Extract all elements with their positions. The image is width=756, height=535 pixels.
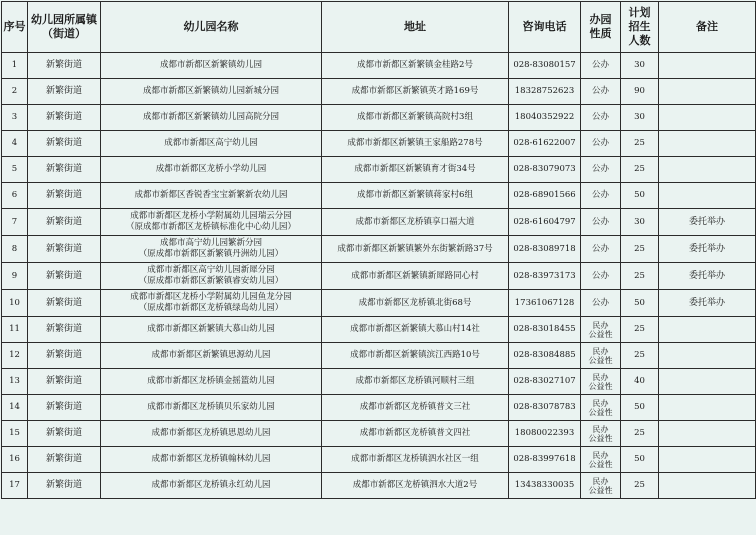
nature-subtype: 公益性 xyxy=(588,329,613,339)
cell-address: 成都市新都区新繁镇蒋家村6组 xyxy=(322,183,509,209)
nature-type: 公办 xyxy=(591,138,609,148)
cell-address: 成都市新都区新繁镇新犀路同心村 xyxy=(322,263,509,290)
cell-phone: 18080022393 xyxy=(509,421,581,447)
cell-plan: 25 xyxy=(621,421,659,447)
cell-address: 成都市新都区龙桥镇泗水大道2号 xyxy=(322,473,509,499)
cell-phone: 028-83084885 xyxy=(509,343,581,369)
nature-type: 民办 xyxy=(592,372,609,382)
cell-town: 新繁街道 xyxy=(28,79,101,105)
cell-note: 委托举办 xyxy=(659,209,756,236)
cell-nature xyxy=(581,395,621,421)
cell-address: 成都市新都区新繁镇王家船路278号 xyxy=(322,131,509,157)
cell-name xyxy=(101,290,322,317)
nature-type: 公办 xyxy=(591,190,609,200)
cell-note xyxy=(659,157,756,183)
cell-plan: 50 xyxy=(621,290,659,317)
cell-address: 成都市新都区新繁镇英才路169号 xyxy=(322,79,509,105)
kindergarten-name: 成都市新都区龙桥镇贝乐家幼儿园 xyxy=(147,402,275,412)
kindergarten-name: 成都市新都区高宁幼儿园新犀分园 xyxy=(147,265,275,275)
table-row xyxy=(2,157,756,183)
nature-type: 民办 xyxy=(592,450,609,460)
header-nature: 办园性质 xyxy=(581,2,621,53)
kindergarten-name: 成都市新都区龙桥小学附属幼儿园鱼龙分园 xyxy=(130,292,292,302)
cell-town: 新繁街道 xyxy=(28,395,101,421)
table-row xyxy=(2,105,756,131)
header-note: 备注 xyxy=(659,2,756,53)
kindergarten-name: 成都市新都区新繁镇幼儿园高院分园 xyxy=(142,112,279,122)
cell-plan: 30 xyxy=(621,53,659,79)
cell-address: 成都市新都区龙桥镇泗水社区一组 xyxy=(322,447,509,473)
cell-address: 成都市新都区新繁镇金桂路2号 xyxy=(322,53,509,79)
cell-note xyxy=(659,369,756,395)
kindergarten-name: 成都市新都区龙桥镇永红幼儿园 xyxy=(151,480,271,490)
cell-phone: 028-61622007 xyxy=(509,131,581,157)
nature-type: 民办 xyxy=(592,346,609,356)
table-row xyxy=(2,447,756,473)
cell-nature xyxy=(581,236,621,263)
cell-town: 新繁街道 xyxy=(28,157,101,183)
cell-no: 13 xyxy=(2,369,28,395)
cell-no: 4 xyxy=(2,131,28,157)
cell-name xyxy=(101,395,322,421)
cell-name xyxy=(101,209,322,236)
cell-phone: 18040352922 xyxy=(509,105,581,131)
nature-subtype: 公益性 xyxy=(588,459,613,469)
table-row xyxy=(2,53,756,79)
table-row xyxy=(2,263,756,290)
cell-no: 8 xyxy=(2,236,28,263)
table-row xyxy=(2,131,756,157)
header-phone: 咨询电话 xyxy=(509,2,581,53)
cell-name xyxy=(101,421,322,447)
table-row xyxy=(2,395,756,421)
cell-note xyxy=(659,79,756,105)
cell-name xyxy=(101,263,322,290)
cell-phone: 13438330035 xyxy=(509,473,581,499)
cell-plan: 30 xyxy=(621,105,659,131)
cell-no: 9 xyxy=(2,263,28,290)
cell-nature xyxy=(581,290,621,317)
cell-town: 新繁街道 xyxy=(28,105,101,131)
nature-type: 民办 xyxy=(592,476,609,486)
cell-nature xyxy=(581,473,621,499)
cell-note xyxy=(659,131,756,157)
table-row xyxy=(2,183,756,209)
nature-type: 公办 xyxy=(591,112,609,122)
cell-address: 成都市新都区龙桥镇享口福大道 xyxy=(322,209,509,236)
cell-phone: 17361067128 xyxy=(509,290,581,317)
nature-subtype: 公益性 xyxy=(588,381,613,391)
cell-note: 委托举办 xyxy=(659,263,756,290)
cell-name xyxy=(101,79,322,105)
cell-nature xyxy=(581,79,621,105)
cell-no: 14 xyxy=(2,395,28,421)
cell-address: 成都市新都区新繁镇滨江西路10号 xyxy=(322,343,509,369)
kindergarten-table xyxy=(1,1,756,499)
cell-nature xyxy=(581,183,621,209)
cell-phone: 028-68901566 xyxy=(509,183,581,209)
kindergarten-name: 成都市新都区香锐香宝宝新繁新农幼儿园 xyxy=(134,190,288,200)
header-no: 序号 xyxy=(2,2,28,53)
cell-nature xyxy=(581,157,621,183)
cell-town: 新繁街道 xyxy=(28,131,101,157)
cell-no: 17 xyxy=(2,473,28,499)
cell-name xyxy=(101,53,322,79)
nature-type: 公办 xyxy=(591,297,609,308)
cell-note xyxy=(659,317,756,343)
nature-type: 公办 xyxy=(591,270,609,281)
kindergarten-name: 成都市新都区新繁镇幼儿园 xyxy=(159,60,262,70)
cell-address: 成都市新都区龙桥镇普文四社 xyxy=(322,421,509,447)
cell-name xyxy=(101,447,322,473)
cell-nature xyxy=(581,131,621,157)
cell-phone: 028-83079073 xyxy=(509,157,581,183)
cell-note xyxy=(659,473,756,499)
cell-no: 15 xyxy=(2,421,28,447)
cell-address: 成都市新都区新繁镇高院村3组 xyxy=(322,105,509,131)
cell-town: 新繁街道 xyxy=(28,290,101,317)
cell-phone: 028-83018455 xyxy=(509,317,581,343)
former-name: （原成都市新都区新繁镇丹洲幼儿园） xyxy=(138,249,284,259)
cell-name xyxy=(101,343,322,369)
cell-no: 12 xyxy=(2,343,28,369)
header-row xyxy=(2,2,756,53)
nature-type: 公办 xyxy=(591,164,609,174)
cell-town: 新繁街道 xyxy=(28,209,101,236)
cell-no: 3 xyxy=(2,105,28,131)
cell-phone: 028-83078783 xyxy=(509,395,581,421)
kindergarten-name: 成都市新都区龙桥镇思恩幼儿园 xyxy=(151,428,271,438)
cell-phone: 028-83973173 xyxy=(509,263,581,290)
cell-address: 成都市新都区新繁镇大慕山村14社 xyxy=(322,317,509,343)
cell-town: 新繁街道 xyxy=(28,369,101,395)
cell-address: 成都市新都区龙桥镇北街68号 xyxy=(322,290,509,317)
cell-phone: 028-83080157 xyxy=(509,53,581,79)
cell-plan: 90 xyxy=(621,79,659,105)
former-name: （原成都市新都区龙桥镇绿岛幼儿园） xyxy=(138,303,284,313)
cell-town: 新繁街道 xyxy=(28,236,101,263)
header-plan: 计划招生人数 xyxy=(621,2,659,53)
cell-phone: 028-83089718 xyxy=(509,236,581,263)
cell-town: 新繁街道 xyxy=(28,343,101,369)
cell-plan: 30 xyxy=(621,209,659,236)
nature-subtype: 公益性 xyxy=(588,433,613,443)
table-row xyxy=(2,79,756,105)
cell-note xyxy=(659,53,756,79)
nature-subtype: 公益性 xyxy=(588,355,613,365)
cell-town: 新繁街道 xyxy=(28,183,101,209)
cell-nature xyxy=(581,317,621,343)
header-town: 幼儿园所属镇（街道） xyxy=(28,2,101,53)
cell-name xyxy=(101,183,322,209)
cell-plan: 25 xyxy=(621,473,659,499)
cell-phone: 028-61604797 xyxy=(509,209,581,236)
cell-nature xyxy=(581,343,621,369)
cell-note xyxy=(659,421,756,447)
nature-type: 民办 xyxy=(592,320,609,330)
cell-name xyxy=(101,157,322,183)
cell-town: 新繁街道 xyxy=(28,447,101,473)
cell-name xyxy=(101,236,322,263)
nature-type: 公办 xyxy=(591,216,609,227)
cell-nature xyxy=(581,53,621,79)
kindergarten-name: 成都市新都区龙桥镇金摇篮幼儿园 xyxy=(147,376,275,386)
kindergarten-name: 成都市新都区龙桥镇翰林幼儿园 xyxy=(151,454,271,464)
cell-town: 新繁街道 xyxy=(28,421,101,447)
cell-name xyxy=(101,317,322,343)
cell-note: 委托举办 xyxy=(659,290,756,317)
nature-type: 公办 xyxy=(591,86,609,96)
kindergarten-name: 成都市新都区高宁幼儿园 xyxy=(164,138,258,148)
cell-note: 委托举办 xyxy=(659,236,756,263)
kindergarten-name: 成都市新都区龙桥小学幼儿园 xyxy=(155,164,267,174)
cell-nature xyxy=(581,421,621,447)
cell-town: 新繁街道 xyxy=(28,317,101,343)
table-row xyxy=(2,369,756,395)
cell-nature xyxy=(581,447,621,473)
kindergarten-name: 成都市新都区龙桥小学附属幼儿园瑞云分园 xyxy=(130,211,292,221)
former-name: （原成都市新都区龙桥镇标准化中心幼儿园） xyxy=(125,222,296,232)
cell-no: 7 xyxy=(2,209,28,236)
cell-no: 1 xyxy=(2,53,28,79)
cell-town: 新繁街道 xyxy=(28,473,101,499)
kindergarten-name: 成都市新都区新繁镇思源幼儿园 xyxy=(151,350,271,360)
former-name: （原成都市新都区新繁镇睿安幼儿园） xyxy=(138,276,284,286)
cell-name xyxy=(101,473,322,499)
header-address: 地址 xyxy=(322,2,509,53)
cell-town: 新繁街道 xyxy=(28,263,101,290)
cell-plan: 25 xyxy=(621,131,659,157)
cell-no: 5 xyxy=(2,157,28,183)
nature-type: 民办 xyxy=(592,398,609,408)
cell-no: 6 xyxy=(2,183,28,209)
cell-plan: 50 xyxy=(621,395,659,421)
kindergarten-name: 成都市新都区新繁镇大慕山幼儿园 xyxy=(147,324,275,334)
cell-no: 10 xyxy=(2,290,28,317)
cell-address: 成都市新都区新繁镇繁外东街繁新路37号 xyxy=(322,236,509,263)
table-body xyxy=(2,53,756,499)
cell-name xyxy=(101,369,322,395)
cell-town: 新繁街道 xyxy=(28,53,101,79)
cell-plan: 40 xyxy=(621,369,659,395)
cell-address: 成都市新都区龙桥镇普文三社 xyxy=(322,395,509,421)
nature-type: 公办 xyxy=(591,60,609,70)
cell-no: 16 xyxy=(2,447,28,473)
table-row xyxy=(2,317,756,343)
kindergarten-name: 成都市高宁幼儿园繁新分园 xyxy=(159,238,262,248)
cell-note xyxy=(659,343,756,369)
cell-note xyxy=(659,183,756,209)
table-row xyxy=(2,421,756,447)
cell-plan: 25 xyxy=(621,157,659,183)
cell-note xyxy=(659,105,756,131)
cell-phone: 028-83997618 xyxy=(509,447,581,473)
cell-note xyxy=(659,395,756,421)
header-name: 幼儿园名称 xyxy=(101,2,322,53)
cell-note xyxy=(659,447,756,473)
table-row xyxy=(2,343,756,369)
nature-subtype: 公益性 xyxy=(588,485,613,495)
cell-phone: 028-83027107 xyxy=(509,369,581,395)
table-row xyxy=(2,209,756,236)
cell-phone: 18328752623 xyxy=(509,79,581,105)
cell-name xyxy=(101,105,322,131)
table-row xyxy=(2,236,756,263)
cell-no: 11 xyxy=(2,317,28,343)
cell-nature xyxy=(581,263,621,290)
cell-nature xyxy=(581,369,621,395)
cell-no: 2 xyxy=(2,79,28,105)
cell-plan: 50 xyxy=(621,447,659,473)
cell-address: 成都市新都区新繁镇育才街34号 xyxy=(322,157,509,183)
nature-subtype: 公益性 xyxy=(588,407,613,417)
cell-address: 成都市新都区龙桥镇河顺村三组 xyxy=(322,369,509,395)
cell-plan: 25 xyxy=(621,343,659,369)
cell-name xyxy=(101,131,322,157)
table-row xyxy=(2,290,756,317)
cell-plan: 25 xyxy=(621,236,659,263)
cell-plan: 25 xyxy=(621,263,659,290)
cell-nature xyxy=(581,209,621,236)
kindergarten-name: 成都市新都区新繁镇幼儿园新城分园 xyxy=(142,86,279,96)
cell-plan: 50 xyxy=(621,183,659,209)
cell-nature xyxy=(581,105,621,131)
nature-type: 民办 xyxy=(592,424,609,434)
cell-plan: 25 xyxy=(621,317,659,343)
nature-type: 公办 xyxy=(591,243,609,254)
table-row xyxy=(2,473,756,499)
